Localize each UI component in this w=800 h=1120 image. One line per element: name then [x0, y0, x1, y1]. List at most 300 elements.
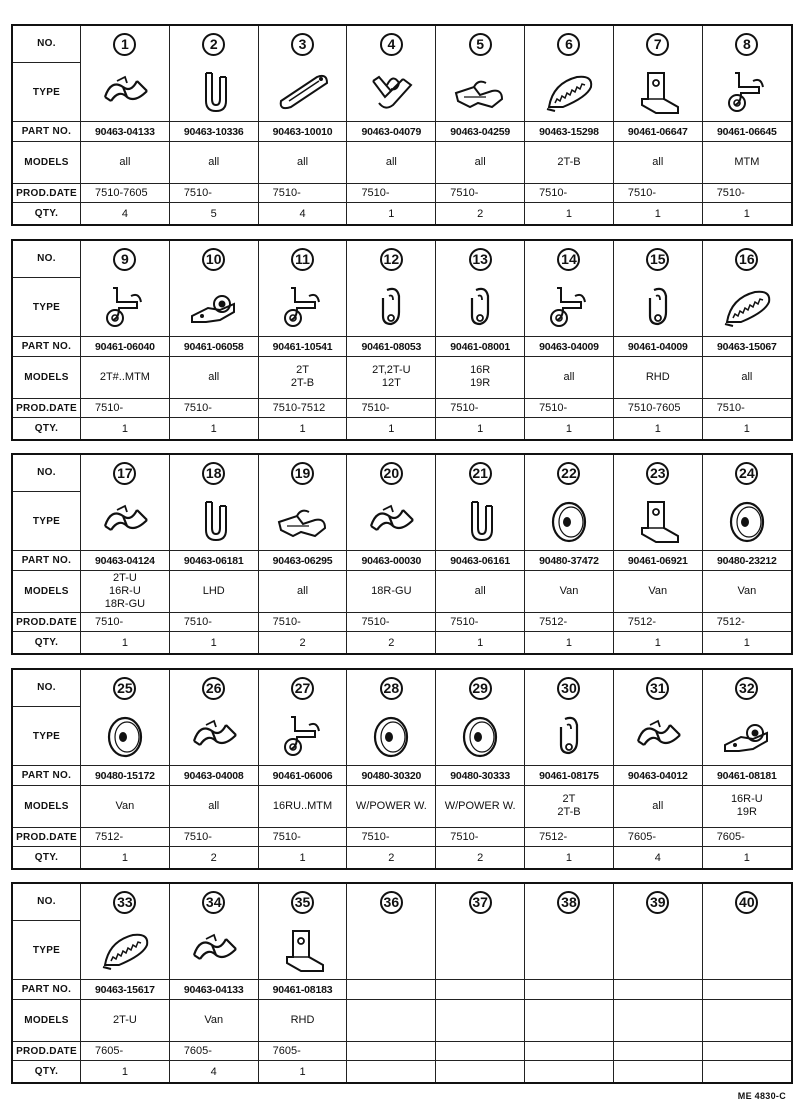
part-number: 90463-10010: [258, 122, 347, 141]
models-cell: [169, 356, 258, 398]
clamp-icon: [186, 925, 242, 975]
item-number: 12: [380, 248, 403, 271]
model-name: 2T: [296, 364, 309, 377]
long-clip-icon: [275, 67, 331, 117]
item-number: 23: [646, 462, 669, 485]
model-name: Van: [648, 584, 668, 597]
model-name: all: [119, 155, 131, 168]
model-name: 2T-B: [290, 377, 315, 390]
item-number: 28: [380, 677, 403, 700]
quantity: 2: [347, 632, 436, 653]
item-number: 29: [469, 677, 492, 700]
item-number-cell: [702, 26, 791, 62]
part-number: 90461-08181: [702, 766, 791, 785]
type-cell: [702, 920, 791, 980]
type-cell: [258, 491, 347, 551]
item-number: 10: [202, 248, 225, 271]
parts-block: [11, 24, 793, 226]
part-number: 90463-00030: [347, 551, 436, 570]
type-row: [13, 62, 791, 122]
type-cell: [169, 706, 258, 766]
parts-block: [11, 239, 793, 441]
type-cell: [613, 277, 702, 337]
part-number: 90461-06058: [169, 337, 258, 356]
row-label: NO.: [13, 670, 81, 706]
production-date: 7510-: [436, 184, 525, 203]
serrated-band-icon: [541, 67, 597, 117]
quantity: [702, 1061, 791, 1082]
item-number: 2: [202, 33, 225, 56]
spring-clip-icon: [363, 67, 419, 117]
item-number: 39: [646, 891, 669, 914]
models-cell: [258, 785, 347, 827]
item-number-cell: [258, 241, 347, 277]
type-cell: [258, 706, 347, 766]
type-cell: [81, 62, 170, 122]
item-number-cell: [258, 455, 347, 491]
item-number-cell: [613, 241, 702, 277]
part-number: [436, 980, 525, 999]
item-number-cell: [525, 884, 614, 920]
part-number: 90461-06647: [613, 122, 702, 141]
item-number: 37: [469, 891, 492, 914]
models-cell: [258, 999, 347, 1041]
item-number: 24: [735, 462, 758, 485]
models-cell: [436, 141, 525, 183]
part-number: [702, 980, 791, 999]
production-date: 7510-: [169, 399, 258, 418]
type-cell: [702, 62, 791, 122]
production-date: 7605-: [81, 1042, 170, 1061]
models-cell: [613, 141, 702, 183]
hook-clip-icon: [541, 711, 597, 761]
flat-clip-icon: [275, 496, 331, 546]
item-number: 15: [646, 248, 669, 271]
part-number: [525, 980, 614, 999]
type-cell: [81, 706, 170, 766]
part-number: 90463-04009: [525, 337, 614, 356]
models-cell: [436, 999, 525, 1041]
band-clip-icon: [186, 67, 242, 117]
quantity: 1: [613, 418, 702, 439]
part-no-row: [13, 122, 791, 141]
production-date: 7510-: [81, 399, 170, 418]
item-number-cell: [347, 26, 436, 62]
quantity: 4: [258, 203, 347, 224]
models-cell: [258, 356, 347, 398]
type-cell: [347, 277, 436, 337]
quantity: 1: [613, 632, 702, 653]
type-cell: [169, 62, 258, 122]
production-date: 7510-: [169, 828, 258, 847]
model-name: 16RU..MTM: [272, 799, 333, 812]
item-number-cell: [436, 26, 525, 62]
model-name: all: [741, 370, 753, 383]
part-number: 90463-06181: [169, 551, 258, 570]
row-label: PART NO.: [13, 980, 81, 999]
models-cell: [347, 999, 436, 1041]
item-number-cell: [702, 884, 791, 920]
clamp-icon: [186, 711, 242, 761]
models-cell: [525, 141, 614, 183]
bracket-clamp-icon: [275, 711, 331, 761]
model-name: 16R-U: [730, 793, 763, 806]
models-cell: [347, 785, 436, 827]
part-no-row: [13, 766, 791, 785]
production-date: 7510-: [525, 184, 614, 203]
model-name: 2T-U: [112, 571, 137, 584]
qty-row: [13, 847, 791, 868]
quantity: 2: [258, 632, 347, 653]
models-cell: [169, 141, 258, 183]
type-cell: [347, 491, 436, 551]
item-number-cell: [613, 884, 702, 920]
quantity: 1: [81, 632, 170, 653]
item-number: 13: [469, 248, 492, 271]
models-cell: [525, 785, 614, 827]
type-cell: [169, 920, 258, 980]
prod-date-row: [13, 613, 791, 632]
production-date: 7510-: [81, 613, 170, 632]
type-cell: [258, 62, 347, 122]
type-cell: [436, 491, 525, 551]
production-date: [702, 1042, 791, 1061]
quantity: 1: [702, 632, 791, 653]
loop-clamp-icon: [719, 711, 775, 761]
item-number-cell: [81, 26, 170, 62]
type-cell: [702, 491, 791, 551]
parts-table: [13, 670, 791, 868]
row-label: PART NO.: [13, 551, 81, 570]
model-name: all: [652, 155, 664, 168]
part-number: 90480-30320: [347, 766, 436, 785]
model-name: W/POWER W.: [355, 799, 427, 812]
row-label: MODELS: [13, 999, 81, 1041]
models-cell: [347, 356, 436, 398]
models-cell: [81, 570, 170, 612]
production-date: 7510-7605: [613, 399, 702, 418]
type-cell: [613, 920, 702, 980]
row-label: QTY.: [13, 632, 81, 653]
production-date: 7510-: [258, 613, 347, 632]
quantity: 1: [702, 203, 791, 224]
model-name: LHD: [202, 584, 225, 597]
model-name: all: [563, 370, 575, 383]
qty-row: [13, 203, 791, 224]
row-label: NO.: [13, 455, 81, 491]
model-name: all: [208, 799, 220, 812]
row-label: MODELS: [13, 356, 81, 398]
part-no-row: [13, 980, 791, 999]
type-cell: [347, 706, 436, 766]
clamp-icon: [630, 711, 686, 761]
production-date: [613, 1042, 702, 1061]
item-number-cell: [436, 455, 525, 491]
quantity: 4: [81, 203, 170, 224]
quantity: [347, 1061, 436, 1082]
production-date: 7510-7605: [81, 184, 170, 203]
item-number-cell: [525, 455, 614, 491]
no-row: [13, 26, 791, 62]
angle-bracket-icon: [630, 496, 686, 546]
item-number: 25: [113, 677, 136, 700]
item-number-cell: [525, 241, 614, 277]
model-name: 2T,2T-U: [372, 364, 411, 377]
row-label: TYPE: [13, 706, 81, 766]
item-number: 40: [735, 891, 758, 914]
item-number-cell: [436, 884, 525, 920]
part-number: 90463-04259: [436, 122, 525, 141]
type-cell: [525, 277, 614, 337]
item-number: 11: [291, 248, 314, 271]
quantity: 1: [81, 847, 170, 868]
type-cell: [81, 491, 170, 551]
part-number: 90463-15617: [81, 980, 170, 999]
models-cell: [258, 141, 347, 183]
quantity: 2: [436, 847, 525, 868]
model-name: 2T#..MTM: [99, 370, 150, 383]
item-number-cell: [169, 884, 258, 920]
part-number: 90463-10336: [169, 122, 258, 141]
part-number: 90461-06921: [613, 551, 702, 570]
type-cell: [258, 920, 347, 980]
part-number: 90461-06645: [702, 122, 791, 141]
production-date: 7510-: [613, 184, 702, 203]
qty-row: [13, 632, 791, 653]
type-cell: [702, 706, 791, 766]
models-row: [13, 570, 791, 612]
part-number: 90461-06040: [81, 337, 170, 356]
models-cell: [169, 570, 258, 612]
production-date: [436, 1042, 525, 1061]
model-name: 16R: [470, 364, 491, 377]
quantity: 1: [525, 632, 614, 653]
no-row: [13, 241, 791, 277]
item-number: 22: [557, 462, 580, 485]
part-number: 90463-04008: [169, 766, 258, 785]
parts-block: [11, 453, 793, 655]
qty-row: [13, 1061, 791, 1082]
band-clip-icon: [452, 496, 508, 546]
row-label: TYPE: [13, 491, 81, 551]
model-name: Van: [559, 584, 579, 597]
row-label: PART NO.: [13, 766, 81, 785]
model-name: 19R: [736, 806, 757, 819]
type-cell: [525, 62, 614, 122]
models-cell: [436, 785, 525, 827]
part-number: 90480-30333: [436, 766, 525, 785]
item-number-cell: [525, 670, 614, 706]
loop-clamp-icon: [186, 282, 242, 332]
type-row: [13, 706, 791, 766]
item-number: 18: [202, 462, 225, 485]
quantity: [613, 1061, 702, 1082]
no-row: [13, 884, 791, 920]
item-number-cell: [169, 26, 258, 62]
model-name: 2T: [562, 793, 576, 806]
prod-date-row: [13, 184, 791, 203]
row-label: PART NO.: [13, 337, 81, 356]
production-date: 7510-: [347, 399, 436, 418]
grommet-icon: [541, 496, 597, 546]
bracket-clamp-icon: [97, 282, 153, 332]
type-cell: [613, 491, 702, 551]
type-row: [13, 491, 791, 551]
production-date: [525, 1042, 614, 1061]
type-cell: [613, 62, 702, 122]
production-date: 7510-: [436, 399, 525, 418]
grommet-icon: [452, 711, 508, 761]
angle-bracket-icon: [275, 925, 331, 975]
production-date: 7512-: [525, 828, 614, 847]
item-number-cell: [525, 26, 614, 62]
row-label: PROD.DATE: [13, 1042, 81, 1061]
parts-block: [11, 668, 793, 870]
model-name: 18R-GU: [104, 597, 146, 610]
type-cell: [613, 706, 702, 766]
item-number: 16: [735, 248, 758, 271]
item-number: 8: [735, 33, 758, 56]
row-label: MODELS: [13, 785, 81, 827]
type-cell: [436, 920, 525, 980]
clamp-icon: [363, 496, 419, 546]
model-name: all: [208, 155, 220, 168]
item-number: 1: [113, 33, 136, 56]
item-number-cell: [258, 26, 347, 62]
quantity: 4: [169, 1061, 258, 1082]
item-number-cell: [702, 241, 791, 277]
model-name: all: [652, 799, 664, 812]
band-clip-icon: [186, 496, 242, 546]
quantity: [436, 1061, 525, 1082]
item-number-cell: [81, 884, 170, 920]
production-date: 7605-: [258, 1042, 347, 1061]
item-number: 3: [291, 33, 314, 56]
part-number: 90461-08001: [436, 337, 525, 356]
production-date: 7605-: [169, 1042, 258, 1061]
item-number: 6: [557, 33, 580, 56]
part-number: 90461-10541: [258, 337, 347, 356]
production-date: 7510-: [169, 613, 258, 632]
quantity: 2: [436, 203, 525, 224]
model-name: all: [474, 155, 486, 168]
item-number-cell: [613, 455, 702, 491]
row-label: MODELS: [13, 570, 81, 612]
production-date: 7510-: [347, 613, 436, 632]
model-name: Van: [737, 584, 757, 597]
type-cell: [258, 277, 347, 337]
item-number: 21: [469, 462, 492, 485]
no-row: [13, 455, 791, 491]
model-name: all: [385, 155, 397, 168]
models-cell: [436, 356, 525, 398]
item-number-cell: [169, 455, 258, 491]
clamp-icon: [97, 67, 153, 117]
row-label: NO.: [13, 26, 81, 62]
type-cell: [169, 277, 258, 337]
type-cell: [525, 491, 614, 551]
parts-table: [13, 455, 791, 653]
quantity: 1: [258, 418, 347, 439]
model-name: Van: [204, 1013, 224, 1026]
row-label: TYPE: [13, 920, 81, 980]
part-number: 90463-15298: [525, 122, 614, 141]
item-number-cell: [258, 884, 347, 920]
production-date: 7605-: [613, 828, 702, 847]
part-number: 90480-15172: [81, 766, 170, 785]
item-number-cell: [436, 670, 525, 706]
parts-table: [13, 241, 791, 439]
models-cell: [702, 999, 791, 1041]
hook-clip-icon: [452, 282, 508, 332]
item-number-cell: [81, 241, 170, 277]
row-label: NO.: [13, 884, 81, 920]
parts-table: [13, 884, 791, 1082]
item-number-cell: [613, 26, 702, 62]
bracket-clamp-icon: [719, 67, 775, 117]
model-name: all: [297, 155, 309, 168]
models-cell: [702, 570, 791, 612]
part-number: 90463-06295: [258, 551, 347, 570]
production-date: 7512-: [81, 828, 170, 847]
item-number-cell: [436, 241, 525, 277]
grommet-icon: [363, 711, 419, 761]
production-date: 7510-: [436, 828, 525, 847]
model-name: 19R: [470, 377, 491, 390]
quantity: 1: [347, 203, 436, 224]
item-number: 9: [113, 248, 136, 271]
quantity: 1: [169, 632, 258, 653]
models-cell: [525, 570, 614, 612]
grommet-icon: [97, 711, 153, 761]
quantity: 2: [347, 847, 436, 868]
part-no-row: [13, 551, 791, 570]
item-number-cell: [702, 455, 791, 491]
item-number-cell: [347, 455, 436, 491]
item-number-cell: [81, 455, 170, 491]
models-cell: [702, 356, 791, 398]
model-name: all: [208, 370, 220, 383]
quantity: 1: [258, 847, 347, 868]
models-cell: [81, 141, 170, 183]
quantity: 1: [258, 1061, 347, 1082]
quantity: 4: [613, 847, 702, 868]
type-row: [13, 277, 791, 337]
quantity: 1: [613, 203, 702, 224]
type-cell: [436, 706, 525, 766]
type-cell: [525, 920, 614, 980]
hook-clip-icon: [363, 282, 419, 332]
row-label: PROD.DATE: [13, 613, 81, 632]
models-cell: [525, 999, 614, 1041]
part-number: 90463-04012: [613, 766, 702, 785]
model-name: RHD: [645, 370, 670, 383]
part-number: 90461-04009: [613, 337, 702, 356]
hook-clip-icon: [630, 282, 686, 332]
item-number: 35: [291, 891, 314, 914]
part-number: 90480-23212: [702, 551, 791, 570]
quantity: [525, 1061, 614, 1082]
item-number: 26: [202, 677, 225, 700]
part-number: [613, 980, 702, 999]
item-number: 27: [291, 677, 314, 700]
model-name: RHD: [290, 1013, 315, 1026]
item-number-cell: [347, 241, 436, 277]
model-name: 18R-GU: [371, 584, 412, 597]
production-date: 7510-: [347, 828, 436, 847]
item-number-cell: [702, 670, 791, 706]
production-date: 7510-: [702, 184, 791, 203]
